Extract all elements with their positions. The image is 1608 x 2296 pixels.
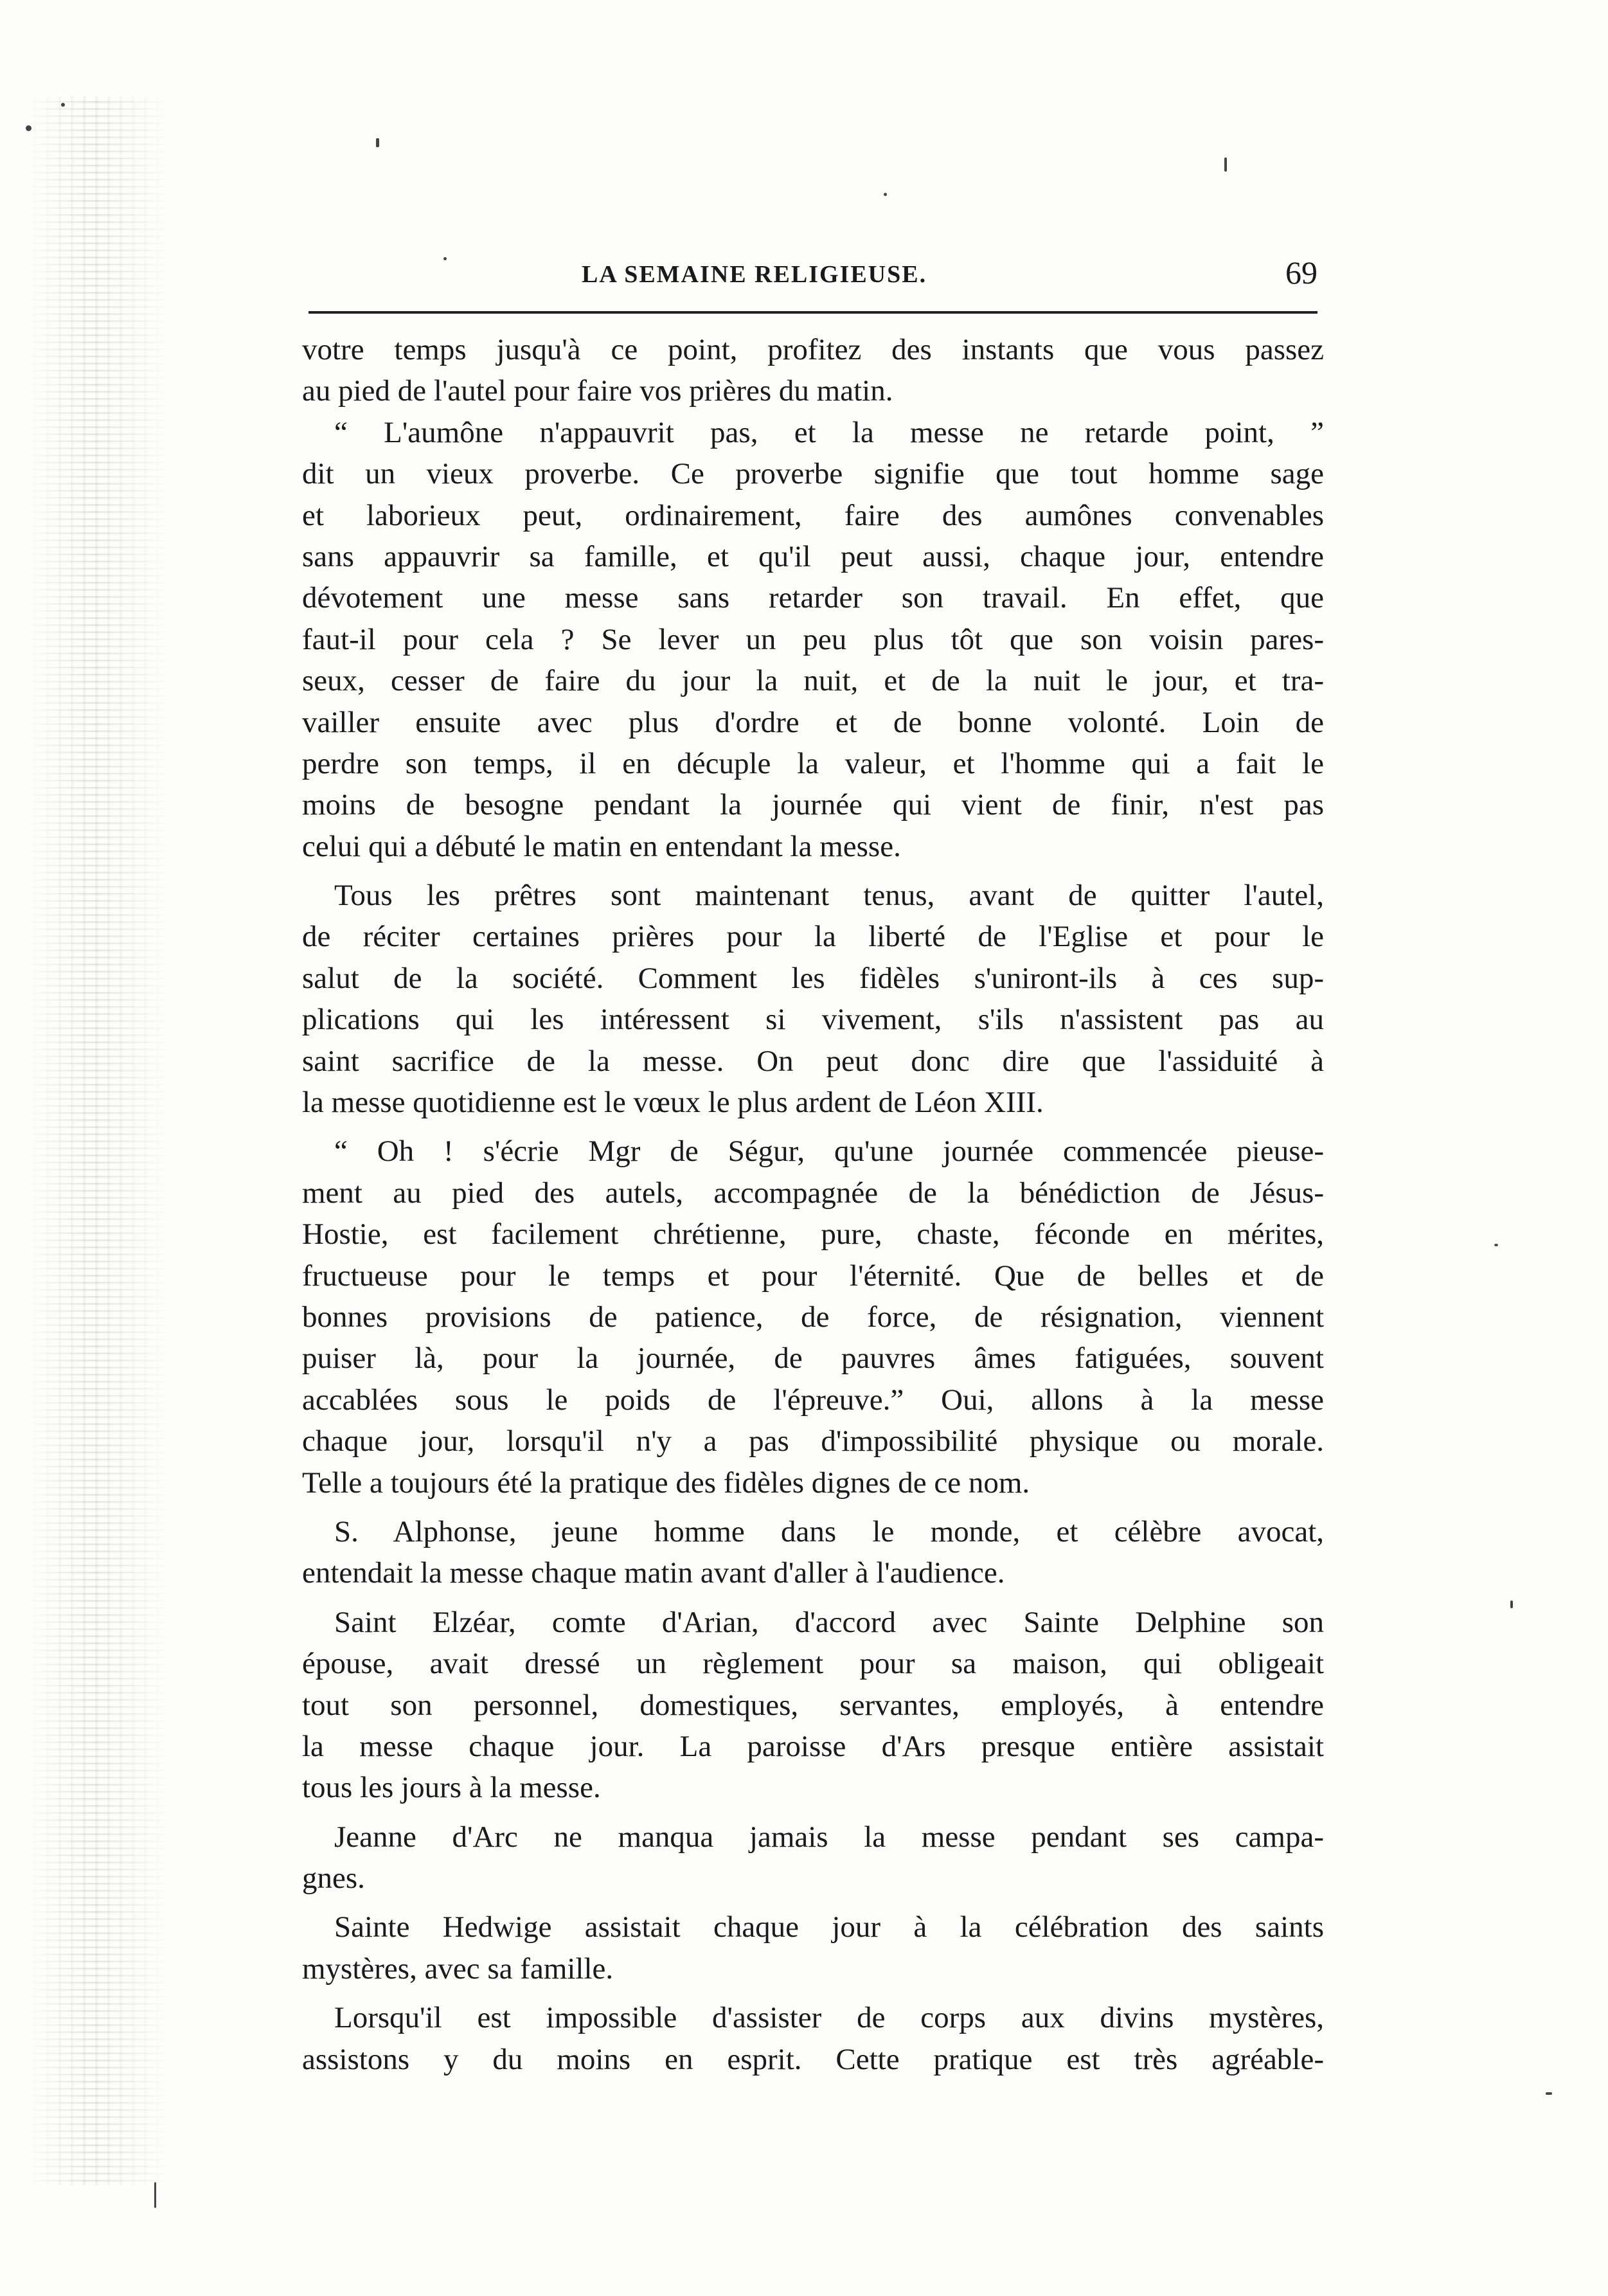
text-line: épouse, avait dressé un règlement pour sa maison, qui obligeait <box>302 1647 1324 1681</box>
text-line: celui qui a débuté le matin en entendant la messe. <box>302 829 901 863</box>
text-line: moins de besogne pendant la journée qui vient de finir, n'est pas <box>302 788 1324 822</box>
text-line: “ Oh ! s'écrie Mgr de Ségur, qu'une journée commencée pieuse- <box>334 1135 1324 1169</box>
text-line: et laborieux peut, ordinairement, faire des aumônes convenables <box>302 498 1324 532</box>
scan-speck <box>61 103 65 107</box>
scan-edge-noise <box>26 96 174 2185</box>
text-line: entendait la messe chaque matin avant d'aller à l'audience. <box>302 1556 1005 1590</box>
scan-speck <box>1510 1601 1513 1608</box>
paragraph <box>302 1131 1324 1503</box>
paragraph <box>302 412 1324 867</box>
text-line: tout son personnel, domestiques, servantes, employés, à entendre <box>302 1688 1324 1722</box>
text-line: bonnes provisions de patience, de force, de résignation, viennent <box>302 1300 1324 1334</box>
paragraph <box>302 1906 1324 1989</box>
text-line: dit un vieux proverbe. Ce proverbe signifie que tout homme sage <box>302 457 1324 491</box>
text-line: au pied de l'autel pour faire vos prières du matin. <box>302 374 893 408</box>
paragraph-gap <box>302 1594 1324 1602</box>
header-rule <box>308 311 1318 314</box>
text-line: Tous les prêtres sont maintenant tenus, avant de quitter l'autel, <box>334 879 1324 913</box>
scan-speck <box>1494 1244 1498 1246</box>
paragraph <box>302 329 1324 412</box>
paragraph <box>302 1602 1324 1809</box>
text-line: Hostie, est facilement chrétienne, pure, chaste, féconde en mérites, <box>302 1217 1324 1251</box>
text-line: accablées sous le poids de l'épreuve.” Oui, allons à la messe <box>302 1383 1324 1417</box>
paragraph-gap <box>302 1989 1324 1997</box>
paragraph <box>302 1816 1324 1899</box>
page-header <box>305 254 1318 299</box>
text-line: puiser là, pour la journée, de pauvres âmes fatiguées, souvent <box>302 1341 1324 1376</box>
scan-speck <box>884 193 887 196</box>
text-line: assistons y du moins en esprit. Cette pratique est très agréable- <box>302 2042 1324 2076</box>
text-line: la messe quotidienne est le vœux le plus ardent de Léon XIII. <box>302 1086 1044 1120</box>
text-line: Lorsqu'il est impossible d'assister de corps aux divins mystères, <box>334 2001 1324 2035</box>
text-line: plications qui les intéressent si vivement, s'ils n'assistent pas au <box>302 1003 1324 1037</box>
paragraph-gap <box>302 1809 1324 1816</box>
text-line: perdre son temps, il en décuple la valeur, et l'homme qui a fait le <box>302 746 1324 780</box>
text-line: chaque jour, lorsqu'il n'y a pas d'impossibilité physique ou morale. <box>302 1424 1324 1458</box>
paragraph-gap <box>302 1123 1324 1131</box>
page-number: 69 <box>1285 255 1318 291</box>
text-line: dévotement une messe sans retarder son travail. En effet, que <box>302 581 1324 615</box>
text-line: Sainte Hedwige assistait chaque jour à la célébration des saints <box>334 1910 1324 1944</box>
text-line: seux, cesser de faire du jour la nuit, et de la nuit le jour, et tra- <box>302 664 1324 698</box>
text-line: Saint Elzéar, comte d'Arian, d'accord avec Sainte Delphine son <box>334 1605 1324 1639</box>
text-line: mystères, avec sa famille. <box>302 1951 614 1986</box>
running-title: LA SEMAINE RELIGIEUSE. <box>582 261 927 288</box>
scan-speck <box>1546 2092 1552 2095</box>
text-line: sans appauvrir sa famille, et qu'il peut aussi, chaque jour, entendre <box>302 539 1324 573</box>
text-line: Jeanne d'Arc ne manqua jamais la messe pendant ses campa- <box>334 1820 1324 1854</box>
text-line: saint sacrifice de la messe. On peut donc dire que l'assiduité à <box>302 1044 1324 1078</box>
text-line: tous les jours à la messe. <box>302 1771 601 1805</box>
text-line: faut-il pour cela ? Se lever un peu plus tôt que son voisin pares- <box>302 622 1324 656</box>
body-text <box>302 329 1324 2080</box>
paragraph <box>302 1511 1324 1594</box>
text-line: vailler ensuite avec plus d'ordre et de bonne volonté. Loin de <box>302 705 1324 739</box>
text-line: S. Alphonse, jeune homme dans le monde, et célèbre avocat, <box>334 1514 1324 1548</box>
paragraph-gap <box>302 1503 1324 1511</box>
paragraph-gap <box>302 867 1324 875</box>
text-line: gnes. <box>302 1861 365 1896</box>
text-line: de réciter certaines prières pour la liberté de l'Eglise et pour le <box>302 920 1324 954</box>
scan-speck <box>1224 157 1227 172</box>
scan-speck <box>376 138 379 147</box>
text-line: Telle a toujours été la pratique des fidèles dignes de ce nom. <box>302 1466 1030 1500</box>
paragraph <box>302 1997 1324 2080</box>
text-line: votre temps jusqu'à ce point, profitez des instants que vous passez <box>302 333 1324 366</box>
scan-speck <box>154 2182 156 2208</box>
text-line: ment au pied des autels, accompagnée de la bénédiction de Jésus- <box>302 1176 1324 1210</box>
paragraph <box>302 875 1324 1123</box>
text-line: fructueuse pour le temps et pour l'éternité. Que de belles et de <box>302 1259 1324 1293</box>
text-line: la messe chaque jour. La paroisse d'Ars presque entière assistait <box>302 1729 1324 1763</box>
paragraph-gap <box>302 1899 1324 1906</box>
text-line: “ L'aumône n'appauvrit pas, et la messe ne retarde point, ” <box>334 415 1324 449</box>
text-line: salut de la société. Comment les fidèles s'uniront-ils à ces sup- <box>302 961 1324 995</box>
scan-speck <box>26 125 31 131</box>
